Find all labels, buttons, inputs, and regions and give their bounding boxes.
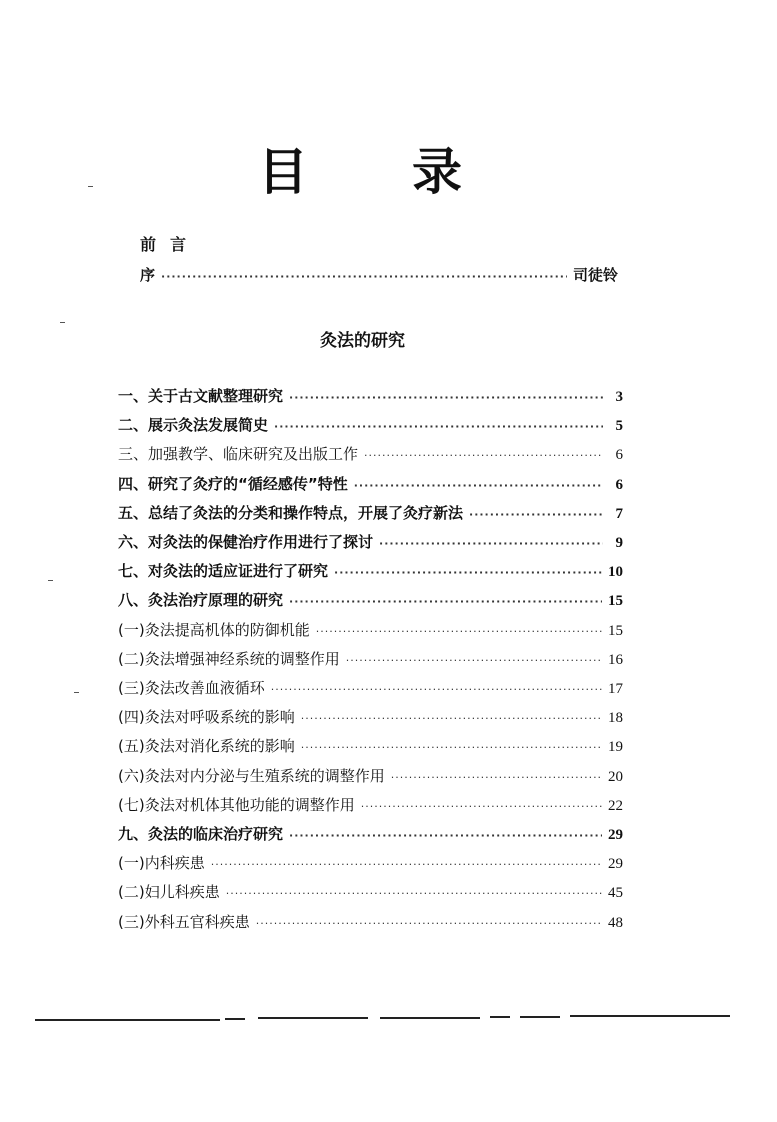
entry-label: (三)灸法改善血液循环 (118, 679, 265, 697)
entry-page-number: 18 (608, 710, 623, 727)
entry-page-number: 3 (615, 389, 623, 405)
toc-entry[interactable] (118, 912, 623, 932)
scan-speck (60, 322, 65, 323)
toc-entry[interactable] (118, 853, 623, 873)
entry-label: 二、展示灸法发展简史 (118, 416, 269, 435)
foreword-author: 司徒铃 (572, 266, 618, 284)
scan-speck (74, 692, 79, 693)
entry-page-number: 10 (608, 564, 623, 581)
leader-dots (316, 622, 602, 642)
toc-entry[interactable] (118, 795, 623, 815)
entry-page-number: 45 (608, 885, 623, 902)
toc-entry[interactable] (118, 415, 623, 435)
toc-title-char-1: 目 (258, 143, 308, 201)
scan-rule (258, 1017, 368, 1019)
entry-page-number: 22 (608, 797, 623, 814)
entry-label: (五)灸法对消化系统的影响 (118, 737, 295, 756)
toc-entry[interactable] (118, 882, 623, 902)
leader-dots (346, 651, 602, 671)
entry-label: (一)灸法提高机体的防御机能 (118, 620, 310, 639)
entry-page-number: 6 (615, 476, 623, 493)
toc-entry[interactable] (118, 766, 623, 786)
toc-entry[interactable] (118, 649, 623, 669)
toc-entry[interactable] (118, 474, 623, 494)
toc-title-char-2: 录 (412, 143, 462, 201)
entry-label: 八、灸法治疗原理的研究 (118, 591, 284, 610)
entry-page-number: 15 (608, 593, 623, 610)
scan-speck (48, 580, 53, 581)
leader-dots (289, 592, 602, 612)
toc-entry[interactable] (118, 532, 623, 552)
leader-dots (211, 855, 602, 875)
leader-dots (379, 534, 603, 554)
leader-dots (469, 505, 603, 525)
leader-dots (289, 826, 602, 846)
entry-label: (一)内科疾患 (118, 854, 205, 873)
leader-dots (334, 563, 602, 583)
scan-rule (520, 1016, 560, 1018)
toc-entry[interactable] (118, 561, 623, 581)
entry-page-number: 19 (608, 739, 623, 756)
entry-page-number: 29 (608, 856, 623, 873)
entry-page-number: 9 (615, 535, 623, 551)
leader-dots (256, 914, 602, 934)
leader-dots (161, 267, 567, 287)
entry-page-number: 17 (608, 681, 623, 697)
leader-dots (301, 738, 602, 758)
entry-page-number: 48 (608, 914, 623, 931)
entry-label: (七)灸法对机体其他功能的调整作用 (118, 795, 355, 814)
entry-page-number: 6 (615, 447, 623, 464)
entry-label: (四)灸法对呼吸系统的影响 (118, 708, 295, 727)
entry-page-number: 20 (608, 768, 623, 785)
leader-dots (364, 446, 603, 466)
entry-page-number: 7 (615, 505, 623, 522)
leader-dots (354, 476, 603, 496)
toc-entry[interactable] (118, 736, 623, 756)
entry-label: 序 (140, 266, 156, 284)
leader-dots (226, 884, 602, 904)
entry-label: 四、研究了灸疗的“循经感传”特性 (118, 474, 348, 493)
entry-page-number: 16 (608, 651, 623, 668)
entry-label: 一、关于古文献整理研究 (118, 387, 284, 405)
toc-entry[interactable] (118, 620, 623, 640)
entry-page-number: 15 (608, 622, 623, 639)
scan-rule (35, 1019, 220, 1021)
entry-label: 三、加强教学、临床研究及出版工作 (118, 445, 359, 464)
leader-dots (289, 388, 603, 408)
section-heading: 灸法的研究 (320, 331, 405, 351)
toc-entry[interactable] (118, 503, 623, 523)
scan-rule (490, 1016, 510, 1018)
entry-label: 六、对灸法的保健治疗作用进行了探讨 (118, 533, 374, 551)
scan-rule (570, 1015, 730, 1017)
entry-label: (二)妇儿科疾患 (118, 883, 220, 902)
toc-entry[interactable] (118, 444, 623, 464)
preface-label: 前言 (140, 235, 201, 254)
entry-label: (六)灸法对内分泌与生殖系统的调整作用 (118, 766, 385, 785)
toc-entry[interactable] (118, 707, 623, 727)
scan-rule (380, 1017, 480, 1019)
toc-entry[interactable] (118, 678, 623, 698)
toc-entry-foreword[interactable] (140, 265, 618, 285)
toc-entry[interactable] (118, 824, 623, 844)
leader-dots (391, 768, 602, 788)
entry-page-number: 5 (615, 418, 623, 435)
entry-label: 九、灸法的临床治疗研究 (118, 825, 284, 843)
leader-dots (274, 417, 603, 437)
entry-label: (三)外科五官科疾患 (118, 912, 250, 931)
entry-page-number: 29 (608, 827, 623, 843)
entry-label: 七、对灸法的适应证进行了研究 (118, 562, 329, 581)
leader-dots (271, 680, 602, 700)
scan-rule (225, 1018, 245, 1020)
leader-dots (361, 797, 602, 817)
entry-label: 五、总结了灸法的分类和操作特点，开展了灸疗新法 (118, 503, 464, 522)
entry-label: (二)灸法增强神经系统的调整作用 (118, 649, 340, 668)
toc-entry[interactable] (118, 590, 623, 610)
scan-speck (88, 186, 93, 187)
toc-entry[interactable] (118, 386, 623, 406)
leader-dots (301, 709, 602, 729)
